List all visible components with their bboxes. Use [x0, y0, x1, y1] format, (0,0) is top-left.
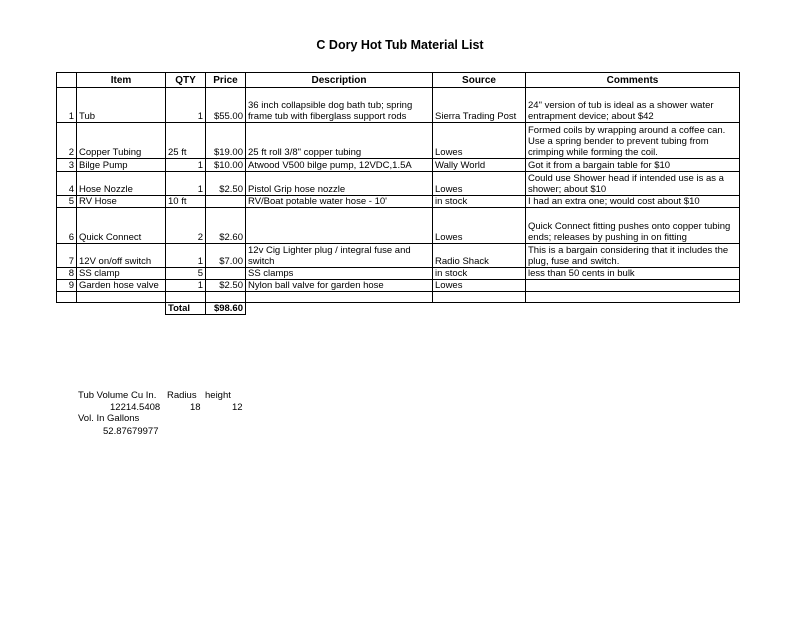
- item-cell: Copper Tubing: [77, 123, 166, 159]
- row-index: 7: [57, 244, 77, 268]
- comments-cell: Got it from a bargain table for $10: [526, 159, 740, 172]
- price-cell: $2.60: [206, 208, 246, 244]
- description-cell: 12v Cig Lighter plug / integral fuse and switch: [246, 244, 433, 268]
- header-item: Item: [77, 73, 166, 88]
- source-cell: Lowes: [433, 280, 526, 292]
- calc-value-radius: 18: [190, 402, 201, 413]
- header-description: Description: [246, 73, 433, 88]
- comments-cell: Quick Connect fitting pushes onto copper tubing ends; releases by pushing in on fitting: [526, 208, 740, 244]
- table-row: [57, 159, 740, 172]
- row-index: 9: [57, 280, 77, 292]
- table-row: [57, 268, 740, 280]
- item-cell: 12V on/off switch: [77, 244, 166, 268]
- source-cell: Sierra Trading Post: [433, 88, 526, 123]
- description-cell: SS clamps: [246, 268, 433, 280]
- item-cell: Bilge Pump: [77, 159, 166, 172]
- header-price: Price: [206, 73, 246, 88]
- qty-cell: 10 ft: [166, 196, 206, 208]
- description-cell: Atwood V500 bilge pump, 12VDC,1.5A: [246, 159, 433, 172]
- description-cell: 36 inch collapsible dog bath tub; spring frame tub with fiberglass support rods: [246, 88, 433, 123]
- table-row: [57, 208, 740, 244]
- blank-row: [57, 292, 740, 303]
- qty-cell: 5: [166, 268, 206, 280]
- material-table: [56, 72, 740, 315]
- price-cell: $7.00: [206, 244, 246, 268]
- calc-label-gallons: Vol. In Gallons: [78, 413, 140, 424]
- qty-cell: 1: [166, 244, 206, 268]
- calc-value-gallons: 52.87679977: [103, 426, 159, 437]
- comments-cell: Formed coils by wrapping around a coffee can. Use a spring bender to prevent tubing from crimping while forming the coil.: [526, 123, 740, 159]
- qty-cell: 1: [166, 88, 206, 123]
- calc-value-height: 12: [232, 402, 243, 413]
- description-cell: [246, 208, 433, 244]
- price-cell: [206, 268, 246, 280]
- description-cell: Pistol Grip hose nozzle: [246, 172, 433, 196]
- source-cell: Radio Shack: [433, 244, 526, 268]
- row-index: 5: [57, 196, 77, 208]
- table-row: [57, 280, 740, 292]
- qty-cell: 25 ft: [166, 123, 206, 159]
- calc-label-height: height: [205, 390, 231, 401]
- source-cell: in stock: [433, 196, 526, 208]
- table-row: [57, 196, 740, 208]
- item-cell: RV Hose: [77, 196, 166, 208]
- calc-label-radius: Radius: [167, 390, 197, 401]
- description-cell: Nylon ball valve for garden hose: [246, 280, 433, 292]
- source-cell: Wally World: [433, 159, 526, 172]
- comments-cell: Could use Shower head if intended use is as a shower; about $10: [526, 172, 740, 196]
- calc-label-volume: Tub Volume Cu In.: [78, 390, 157, 401]
- qty-cell: 1: [166, 280, 206, 292]
- price-cell: $19.00: [206, 123, 246, 159]
- price-cell: [206, 196, 246, 208]
- comments-cell: [526, 280, 740, 292]
- header-source: Source: [433, 73, 526, 88]
- total-label: Total: [166, 303, 206, 315]
- header-row: [57, 73, 740, 88]
- table-row: [57, 172, 740, 196]
- qty-cell: 2: [166, 208, 206, 244]
- table-row: [57, 244, 740, 268]
- table-row: [57, 123, 740, 159]
- source-cell: Lowes: [433, 208, 526, 244]
- item-cell: SS clamp: [77, 268, 166, 280]
- description-cell: RV/Boat potable water hose - 10': [246, 196, 433, 208]
- header-index: [57, 73, 77, 88]
- item-cell: Quick Connect: [77, 208, 166, 244]
- row-index: 2: [57, 123, 77, 159]
- comments-cell: I had an extra one; would cost about $10: [526, 196, 740, 208]
- price-cell: $55.00: [206, 88, 246, 123]
- comments-cell: This is a bargain considering that it includes the plug, fuse and switch.: [526, 244, 740, 268]
- row-index: 1: [57, 88, 77, 123]
- item-cell: Garden hose valve: [77, 280, 166, 292]
- header-qty: QTY: [166, 73, 206, 88]
- table-row: [57, 88, 740, 123]
- description-cell: 25 ft roll 3/8" copper tubing: [246, 123, 433, 159]
- price-cell: $2.50: [206, 280, 246, 292]
- total-value: $98.60: [206, 303, 246, 315]
- item-cell: Tub: [77, 88, 166, 123]
- comments-cell: less than 50 cents in bulk: [526, 268, 740, 280]
- item-cell: Hose Nozzle: [77, 172, 166, 196]
- calc-value-volume: 12214.5408: [110, 402, 161, 413]
- total-row: [57, 303, 740, 315]
- qty-cell: 1: [166, 172, 206, 196]
- row-index: 6: [57, 208, 77, 244]
- row-index: 8: [57, 268, 77, 280]
- row-index: 3: [57, 159, 77, 172]
- comments-cell: 24" version of tub is ideal as a shower water entrapment device; about $42: [526, 88, 740, 123]
- source-cell: Lowes: [433, 172, 526, 196]
- source-cell: in stock: [433, 268, 526, 280]
- source-cell: Lowes: [433, 123, 526, 159]
- price-cell: $10.00: [206, 159, 246, 172]
- header-comments: Comments: [526, 73, 740, 88]
- price-cell: $2.50: [206, 172, 246, 196]
- row-index: 4: [57, 172, 77, 196]
- qty-cell: 1: [166, 159, 206, 172]
- sheet-title: C Dory Hot Tub Material List: [316, 38, 484, 52]
